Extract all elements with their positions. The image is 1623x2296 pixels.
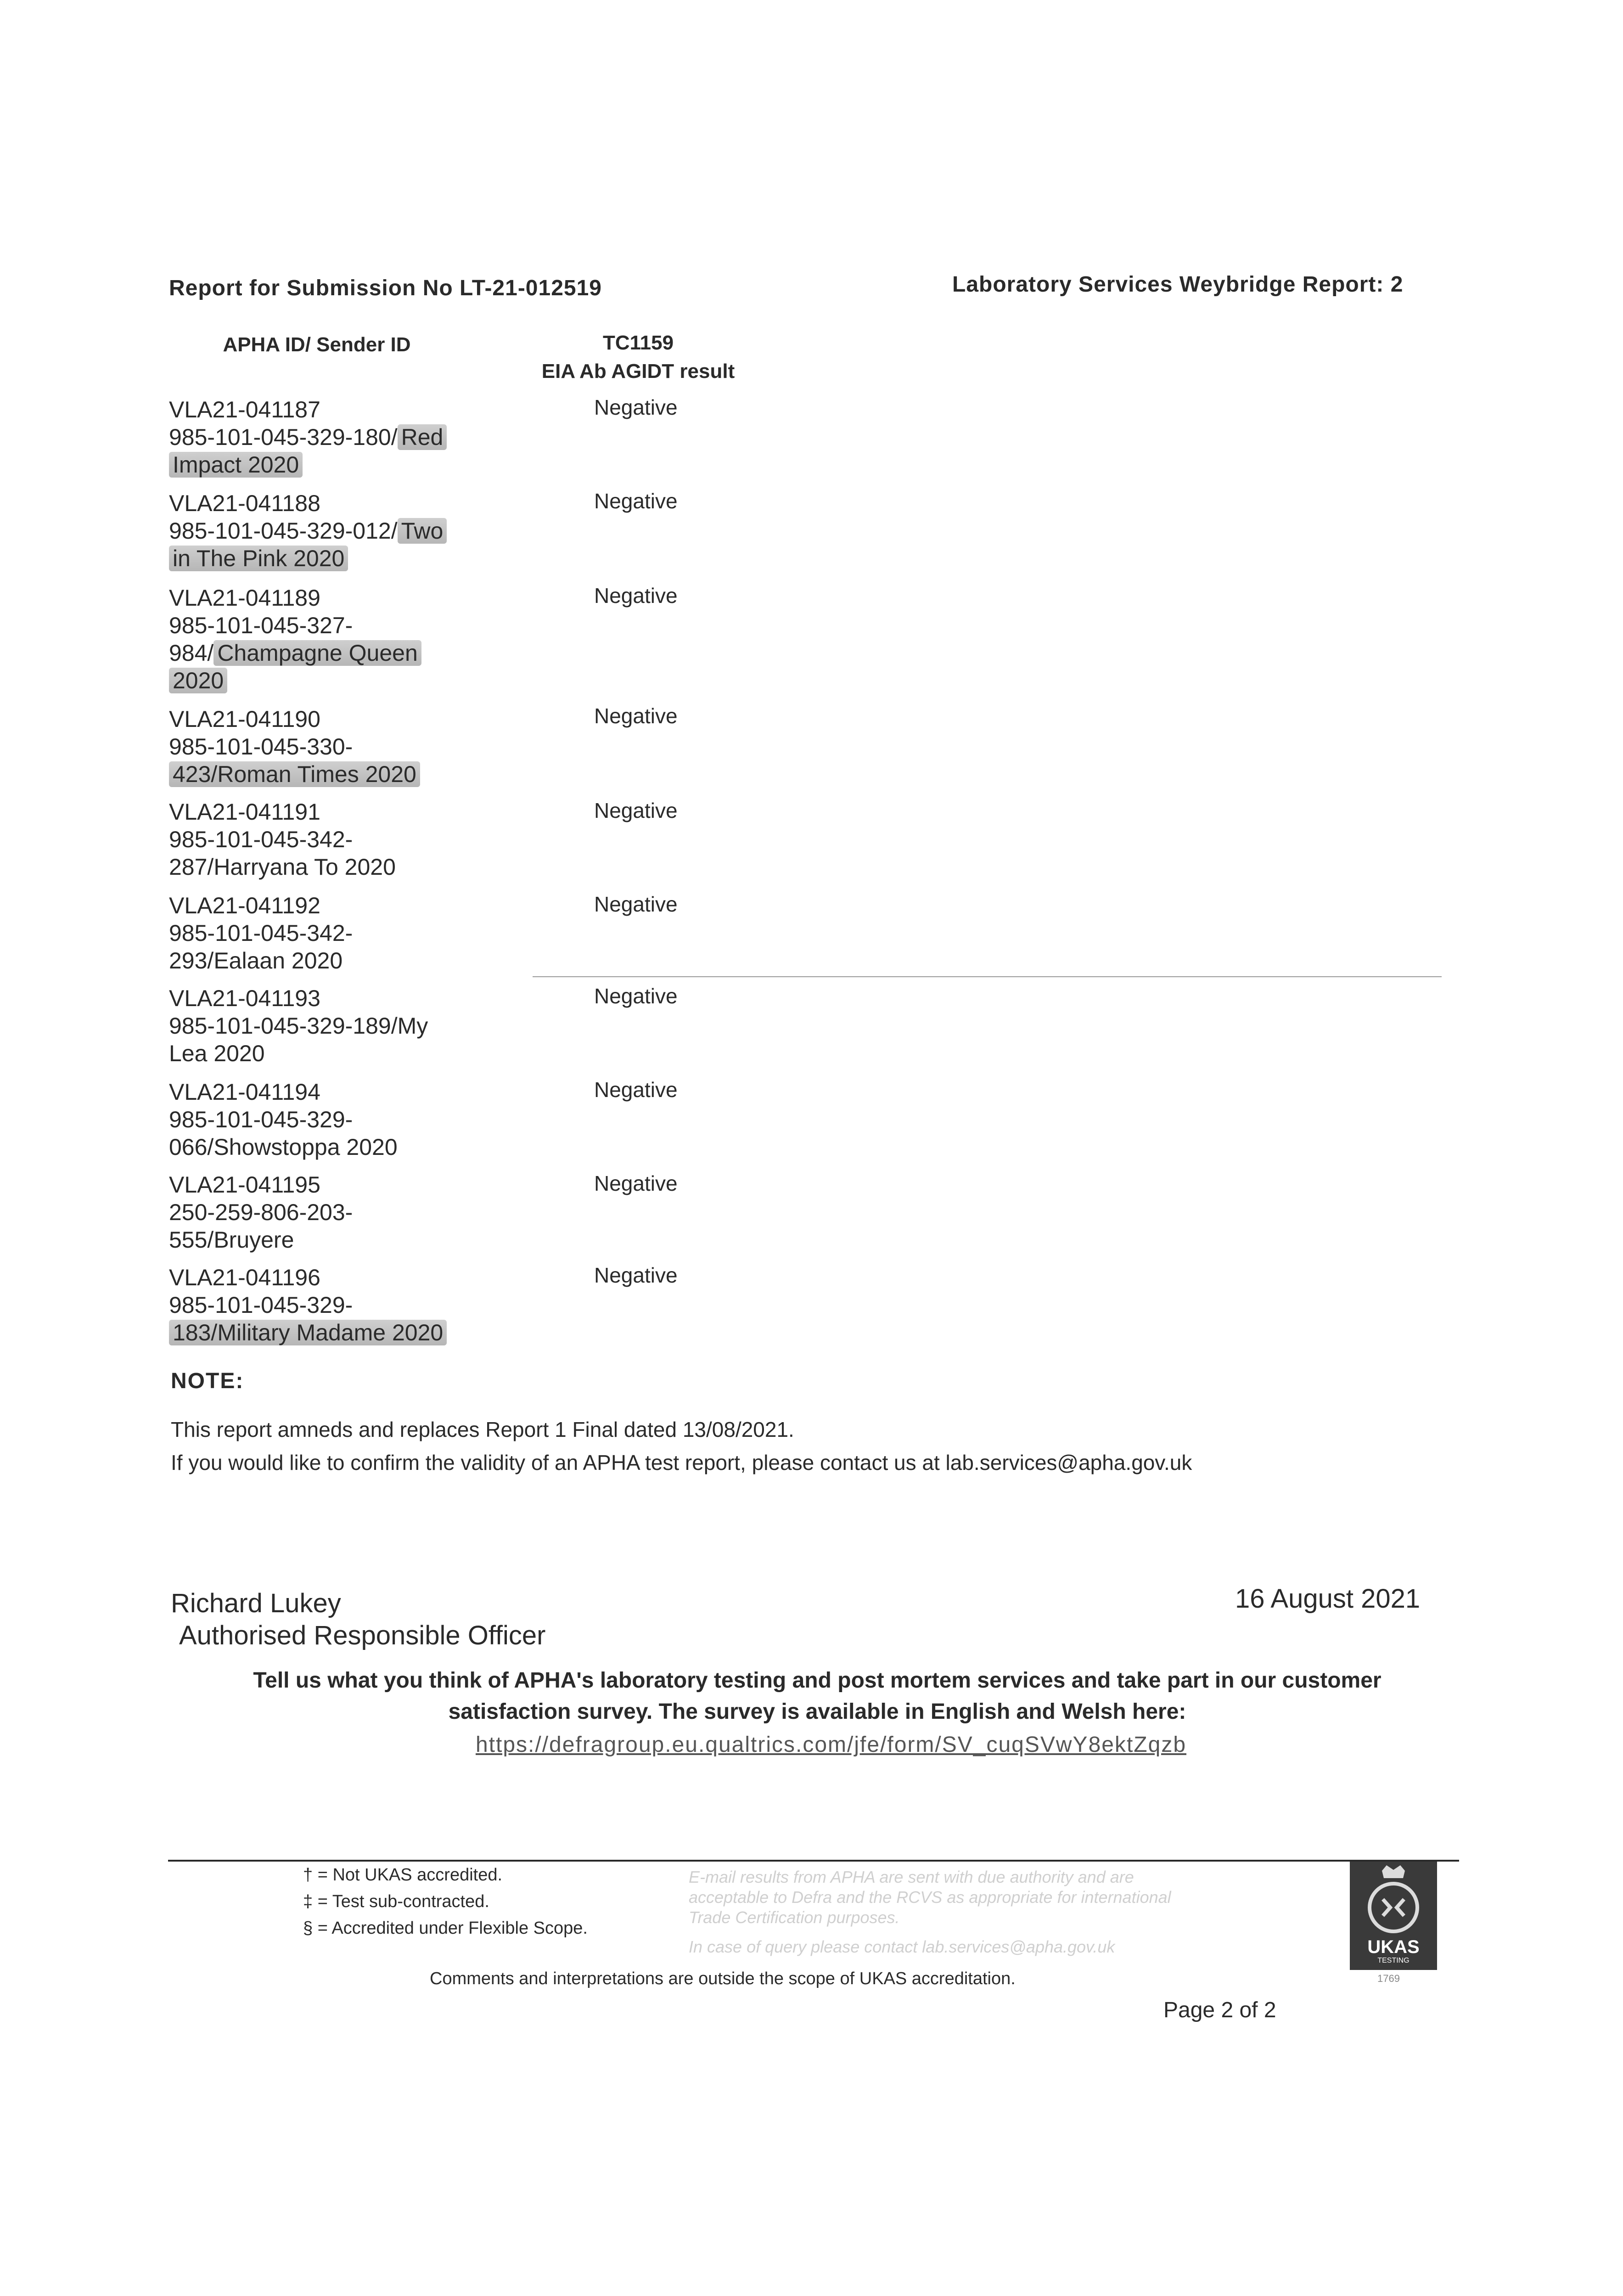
sender-id-part: 984/ <box>169 640 214 666</box>
apha-id: VLA21-041196 <box>169 1265 320 1290</box>
horse-name: 555/Bruyere <box>169 1227 294 1253</box>
apha-id: VLA21-041193 <box>169 985 320 1011</box>
redacted-highlight: Champagne Queen <box>213 640 421 666</box>
survey-text <box>138 1665 1497 1728</box>
signatory-name: Richard Lukey <box>171 1588 341 1618</box>
ukas-logo <box>1350 1862 1437 1970</box>
result-value: Negative <box>594 1171 678 1195</box>
ukas-number: 1769 <box>1377 1973 1400 1984</box>
sender-id: 985-101-045-342- <box>169 920 353 946</box>
apha-id: VLA21-041191 <box>169 799 320 825</box>
redacted-highlight: Impact 2020 <box>169 452 303 478</box>
apha-id: VLA21-041187 <box>169 397 320 422</box>
result-value: Negative <box>594 984 678 1008</box>
sender-id: 985-101-045-329- <box>169 1292 353 1318</box>
apha-id: VLA21-041188 <box>169 490 320 516</box>
redacted-highlight: 183/Military Madame 2020 <box>169 1320 447 1345</box>
disclaimer-line-1: E-mail results from APHA are sent with due authority and are <box>689 1868 1134 1886</box>
apha-id: VLA21-041190 <box>169 706 320 732</box>
email-disclaimer <box>689 1867 1286 1957</box>
redacted-highlight: Red <box>398 424 447 450</box>
note-label: NOTE: <box>171 1369 244 1393</box>
redacted-highlight: in The Pink 2020 <box>169 546 348 571</box>
horse-name: 287/Harryana To 2020 <box>169 854 396 880</box>
sender-id: 985-101-045-330- <box>169 734 353 760</box>
report-date: 16 August 2021 <box>1235 1584 1421 1614</box>
sender-id: 985-101-045-329-189/My <box>169 1013 428 1039</box>
disclaimer-query: In case of query please contact lab.services@apha.gov.uk <box>689 1937 1115 1956</box>
result-value: Negative <box>594 704 678 728</box>
redacted-highlight: 423/Roman Times 2020 <box>169 761 420 787</box>
result-value: Negative <box>594 1078 678 1102</box>
table-row <box>169 1078 398 1161</box>
result-value: Negative <box>594 584 678 608</box>
redacted-highlight: Two <box>398 518 447 544</box>
sender-id: 985-101-045-329-012/ <box>169 518 398 544</box>
horse-name: 066/Showstoppa 2020 <box>169 1134 398 1160</box>
table-row <box>169 798 396 881</box>
survey-line-1: Tell us what you think of APHA's laboratory testing and post mortem services and take part in our customer <box>253 1668 1382 1693</box>
result-value: Negative <box>594 799 678 822</box>
legend <box>303 1862 588 1941</box>
sender-id: 985-101-045-342- <box>169 827 353 852</box>
result-value: Negative <box>594 892 678 916</box>
table-row <box>169 1264 447 1346</box>
submission-title: Report for Submission No LT-21-012519 <box>169 276 602 300</box>
table-row <box>169 490 447 572</box>
survey-line-2: satisfaction survey. The survey is available in English and Welsh here: <box>448 1699 1186 1724</box>
table-row <box>169 985 428 1067</box>
crown-icon <box>1350 1862 1437 1935</box>
column-header-test-code: TC1159 <box>602 332 674 354</box>
lab-report-title: Laboratory Services Weybridge Report: 2 <box>952 272 1404 297</box>
divider <box>533 976 1442 977</box>
table-row <box>169 396 447 478</box>
result-value: Negative <box>594 1263 678 1287</box>
apha-id: VLA21-041192 <box>169 893 320 918</box>
column-header-result <box>514 329 762 385</box>
note-line-1: This report amneds and replaces Report 1 Final dated 13/08/2021. <box>171 1418 794 1441</box>
signatory-title: Authorised Responsible Officer <box>179 1621 546 1650</box>
apha-id: VLA21-041189 <box>169 585 320 611</box>
table-row <box>169 705 420 788</box>
apha-id: VLA21-041194 <box>169 1079 320 1105</box>
legend-flexible-scope: § = Accredited under Flexible Scope. <box>303 1919 588 1938</box>
table-row <box>169 584 421 694</box>
column-header-id: APHA ID/ Sender ID <box>223 333 411 356</box>
ukas-testing-label: TESTING <box>1377 1957 1410 1964</box>
ukas-scope-note: Comments and interpretations are outside the scope of UKAS accreditation. <box>430 1969 1016 1988</box>
ukas-label: UKAS <box>1367 1937 1420 1957</box>
sender-id: 250-259-806-203- <box>169 1199 353 1225</box>
disclaimer-line-3: Trade Certification purposes. <box>689 1908 900 1927</box>
apha-id: VLA21-041195 <box>169 1172 320 1198</box>
legend-not-accredited: † = Not UKAS accredited. <box>303 1865 503 1885</box>
legend-subcontracted: ‡ = Test sub-contracted. <box>303 1892 489 1911</box>
sender-id: 985-101-045-329-180/ <box>169 424 398 450</box>
redacted-highlight: 2020 <box>169 668 227 693</box>
horse-name: Lea 2020 <box>169 1041 265 1066</box>
table-row <box>169 892 353 974</box>
survey-link[interactable]: https://defragroup.eu.qualtrics.com/jfe/form/SV_cuqSVwY8ektZqzb <box>475 1733 1187 1757</box>
table-row <box>169 1171 353 1254</box>
column-header-test-name: EIA Ab AGIDT result <box>541 360 735 383</box>
result-value: Negative <box>594 395 678 419</box>
sender-id: 985-101-045-327- <box>169 613 353 638</box>
disclaimer-line-2: acceptable to Defra and the RCVS as appropriate for international <box>689 1888 1171 1907</box>
horse-name: 293/Ealaan 2020 <box>169 948 343 974</box>
result-value: Negative <box>594 489 678 513</box>
page-number: Page 2 of 2 <box>1163 1998 1276 2022</box>
note-line-2: If you would like to confirm the validity of an APHA test report, please contact us at lab.services@apha.gov.uk <box>171 1451 1192 1474</box>
sender-id: 985-101-045-329- <box>169 1107 353 1132</box>
